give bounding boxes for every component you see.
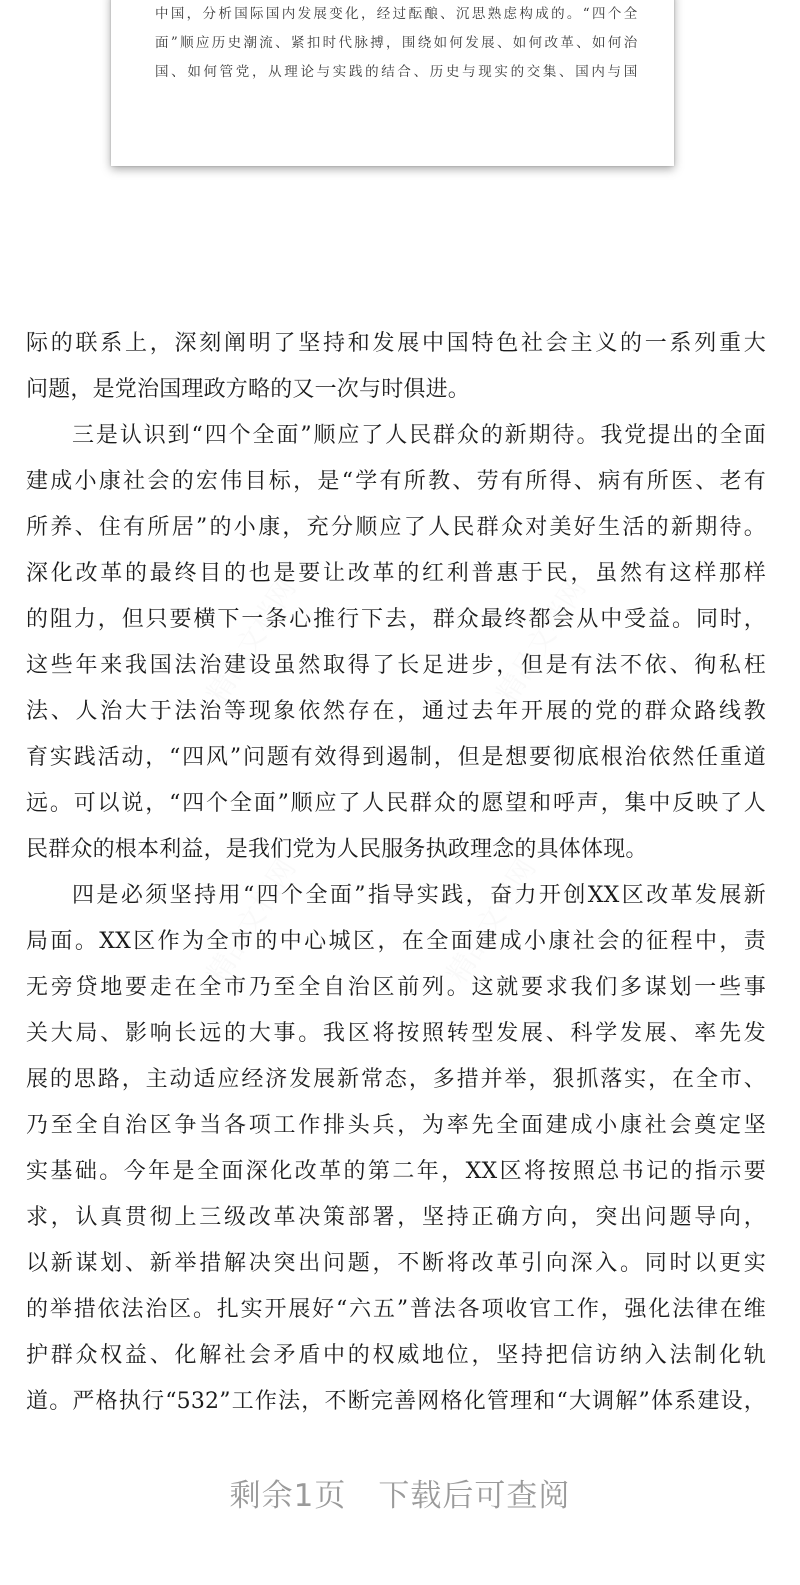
preview-text-line: 面”顺应历史潮流、紧扣时代脉搏，围绕如何发展、如何改革、如何治	[155, 35, 638, 51]
watermark: 精品文档网	[200, 572, 303, 709]
body-text-line: 关大局、影响长远的大事。我区将按照转型发展、科学发展、率先发	[26, 1021, 766, 1046]
body-text-line: 问题，是党治国理政方略的又一次与时俱进。	[26, 377, 471, 402]
body-text-line: 建成小康社会的宏伟目标，是“学有所教、劳有所得、病有所医、老有	[26, 469, 766, 494]
preview-text-line: 国、如何管党，从理论与实践的结合、历史与现实的交集、国内与国	[155, 64, 638, 80]
remaining-pages-notice[interactable]: 剩余1页 下载后可查阅	[229, 1478, 571, 1514]
body-text-line: 所养、住有所居”的小康，充分顺应了人民群众对美好生活的新期待。	[26, 515, 766, 540]
document-body	[26, 321, 766, 1425]
body-text-line: 展的思路，主动适应经济发展新常态，多措并举，狠抓落实，在全市、	[26, 1067, 766, 1092]
body-text-line: 求，认真贯彻上三级改革决策部署，坚持正确方向，突出问题导向，	[26, 1205, 766, 1230]
body-text-line: 法、人治大于法治等现象依然存在，通过去年开展的党的群众路线教	[26, 699, 766, 724]
body-text-line: 际的联系上，深刻阐明了坚持和发展中国特色社会主义的一系列重大	[26, 331, 766, 356]
body-text-line: 育实践活动，“四风”问题有效得到遏制，但是想要彻底根治依然任重道	[26, 745, 766, 770]
body-text-line: 远。可以说，“四个全面”顺应了人民群众的愿望和呼声，集中反映了人	[26, 791, 766, 816]
body-text-line: 的举措依法治区。扎实开展好“六五”普法各项收官工作，强化法律在维	[26, 1297, 766, 1322]
paragraph-start-line: 四是必须坚持用“四个全面”指导实践，奋力开创XX区改革发展新	[72, 883, 766, 908]
document-preview-card	[111, 0, 674, 166]
body-text-line: 以新谋划、新举措解决突出问题，不断将改革引向深入。同时以更实	[26, 1251, 766, 1276]
paragraph-start-line: 三是认识到“四个全面”顺应了人民群众的新期待。我党提出的全面	[72, 423, 766, 448]
body-text-line: 护群众权益、化解社会矛盾中的权威地位，坚持把信访纳入法制化轨	[26, 1343, 766, 1368]
preview-text-line: 中国，分析国际国内发展变化，经过酝酿、沉思熟虑构成的。“四个全	[155, 6, 638, 22]
body-text-line: 深化改革的最终目的也是要让改革的红利普惠于民，虽然有这样那样	[26, 561, 766, 586]
body-text-line: 的阻力，但只要横下一条心推行下去，群众最终都会从中受益。同时，	[26, 607, 766, 632]
watermark: 精品文档网	[490, 572, 593, 709]
body-text-line: 无旁贷地要走在全市乃至全自治区前列。这就要求我们多谋划一些事	[26, 975, 766, 1000]
watermark: 精品文档网	[440, 852, 543, 989]
body-text-line: 实基础。今年是全面深化改革的第二年，XX区将按照总书记的指示要	[26, 1159, 766, 1184]
body-text-line: 民群众的根本利益，是我们党为人民服务执政理念的具体体现。	[26, 837, 648, 862]
watermark: 精品文档网	[200, 852, 303, 989]
body-text-line: 局面。XX区作为全市的中心城区，在全面建成小康社会的征程中，责	[26, 929, 766, 954]
body-text-line: 道。严格执行“532”工作法，不断完善网格化管理和“大调解”体系建设，	[26, 1389, 766, 1414]
body-text-line: 乃至全自治区争当各项工作排头兵，为率先全面建成小康社会奠定坚	[26, 1113, 766, 1138]
body-text-line: 这些年来我国法治建设虽然取得了长足进步，但是有法不依、徇私枉	[26, 653, 766, 678]
